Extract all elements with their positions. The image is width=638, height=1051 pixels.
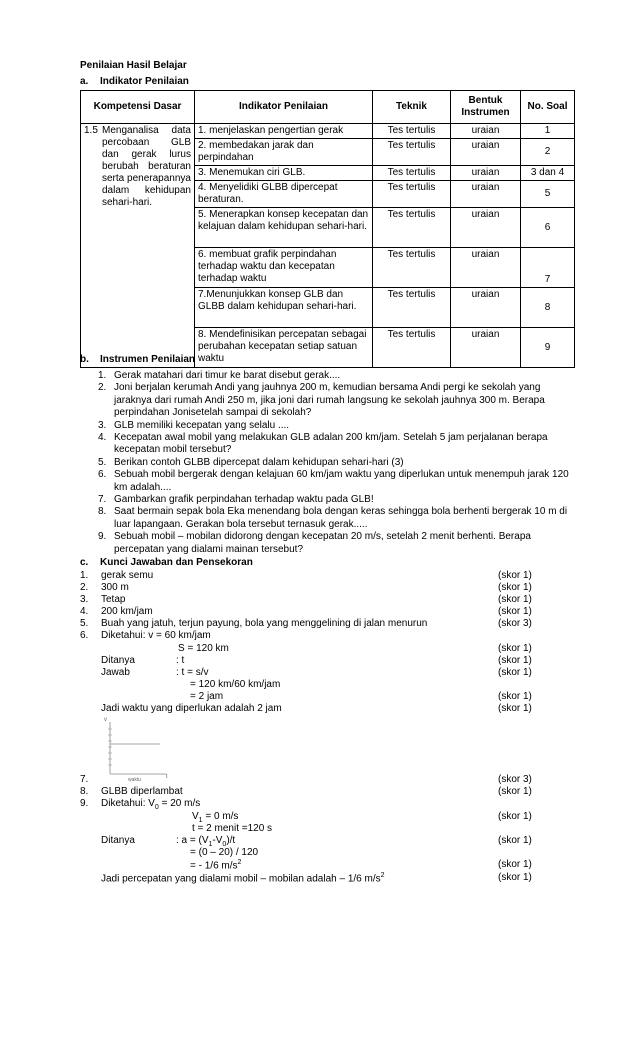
item-text: Berikan contoh GLBB dipercepat dalam kehidupan sehari-hari (3) (114, 456, 404, 468)
score: (skor 1) (498, 786, 532, 797)
answer-text: $V_1 = 0$ m/s (192, 811, 239, 824)
score: (skor 1) (498, 835, 532, 846)
score: (skor 1) (498, 872, 532, 883)
no-soal-cell: 8 (521, 288, 575, 328)
section-a-title: Indikator Penilaian (100, 76, 189, 87)
answer-number: 1. (80, 570, 89, 581)
no-soal-cell: 6 (521, 208, 575, 248)
header-no-soal: No. Soal (521, 91, 575, 124)
section-a-letter: a. (80, 76, 89, 87)
table-header-row (81, 91, 575, 124)
item-number: 7. (98, 494, 107, 506)
answer-number: 9. (80, 798, 89, 809)
indicator-table (80, 90, 575, 368)
section-c-letter: c. (80, 557, 89, 568)
no-soal-cell: 7 (521, 248, 575, 288)
list-item (92, 370, 572, 382)
answer-number: 2. (80, 582, 89, 593)
item-number: 9. (98, 531, 107, 543)
answer-text: gerak semu (101, 570, 154, 581)
bentuk-cell: uraian (451, 288, 521, 328)
score: (skor 1) (498, 570, 532, 581)
indicator-cell: 3. Menemukan ciri GLB. (195, 166, 373, 181)
score: (skor 1) (498, 643, 532, 654)
answer-label: Ditanya (101, 835, 135, 846)
teknik-cell: Tes tertulis (373, 124, 451, 139)
indicator-cell: 5. Menerapkan konsep kecepatan dan kelajuan dalam kehidupan sehari-hari. (195, 208, 373, 248)
answer-label: Jawab (101, 667, 130, 678)
score: (skor 1) (498, 691, 532, 702)
section-b-title: Instrumen Penilaian (100, 354, 196, 365)
answer-text: Diketahui: $V_0 = 20$ m/s (101, 798, 201, 811)
no-soal-cell: 3 dan 4 (521, 166, 575, 181)
indicator-cell: 2. membedakan jarak dan perpindahan (195, 139, 373, 166)
item-number: 5. (98, 456, 107, 468)
bentuk-cell: uraian (451, 328, 521, 368)
kd-number: 1.5 (84, 125, 98, 136)
item-number: 8. (98, 506, 107, 518)
score: (skor 3) (498, 774, 532, 785)
table-row (81, 124, 575, 139)
teknik-cell: Tes tertulis (373, 139, 451, 166)
no-soal-cell: 1 (521, 124, 575, 139)
indicator-cell: 1. menjelaskan pengertian gerak (195, 124, 373, 139)
answer-text: : t (176, 655, 185, 666)
page-title: Penilaian Hasil Belajar (80, 60, 187, 71)
header-teknik: Teknik (373, 91, 451, 124)
no-soal-cell: 2 (521, 139, 575, 166)
answer-number: 7. (80, 774, 89, 785)
graph-x-label: t (166, 774, 168, 780)
item-text: Kecepatan awal mobil yang melakukan GLB adalan 200 km/jam. Setelah 5 jam perjalanan berapa kecepatan mobil tersebut? (114, 432, 548, 456)
instrument-list (92, 370, 572, 556)
answer-text: = 2 jam (190, 691, 224, 702)
answer-text: Jadi percepatan yang dialami mobil – mobilan adalah – 1/6 $m/s^2$ (101, 872, 385, 885)
item-number: 3. (98, 419, 107, 431)
score: (skor 1) (498, 667, 532, 678)
section-c-title: Kunci Jawaban dan Pensekoran (100, 557, 253, 568)
item-text: Sebuah mobil bergerak dengan kelajuan 60 km/jam waktu yang diperlukan untuk menempuh jarak 120 km adalah.... (114, 469, 569, 493)
answer-number: 8. (80, 786, 89, 797)
answer-number: 4. (80, 606, 89, 617)
list-item (92, 469, 572, 494)
teknik-cell: Tes tertulis (373, 288, 451, 328)
answer-number: 3. (80, 594, 89, 605)
indicator-cell: 6. membuat grafik perpindahan terhadap waktu dan kecepatan terhadap waktu (195, 248, 373, 288)
header-bentuk: Bentuk Instrumen (451, 91, 521, 124)
answer-label: Ditanya (101, 655, 135, 666)
list-item (92, 432, 572, 457)
graph-waktu-label: waktu (128, 777, 142, 782)
answer-text: Diketahui: v = 60 km/jam (101, 630, 211, 641)
score: (skor 1) (498, 811, 532, 822)
bentuk-cell: uraian (451, 139, 521, 166)
teknik-cell: Tes tertulis (373, 166, 451, 181)
answer-text: t = 2 menit =120 s (192, 823, 273, 834)
item-number: 6. (98, 469, 107, 481)
item-text: Gerak matahari dari timur ke barat disebut gerak.... (114, 370, 341, 381)
item-number: 2. (98, 382, 107, 394)
score: (skor 1) (498, 703, 532, 714)
answer-text: GLBB diperlambat (101, 786, 183, 797)
indicator-cell: 4. Menyelidiki GLBB dipercepat beraturan. (195, 181, 373, 208)
header-indikator: Indikator Penilaian (195, 91, 373, 124)
answer-number: 5. (80, 618, 89, 629)
teknik-cell: Tes tertulis (373, 248, 451, 288)
answer-text: 200 km/jam (101, 606, 153, 617)
score: (skor 1) (498, 606, 532, 617)
teknik-cell: Tes tertulis (373, 328, 451, 368)
answer-text: = - 1/6 $m/s^2$ (190, 859, 242, 872)
answer-text: = 120 km/60 km/jam (190, 679, 281, 690)
score: (skor 3) (498, 618, 532, 629)
bentuk-cell: uraian (451, 208, 521, 248)
list-item (92, 382, 572, 419)
answer-text: : t = s/v (176, 667, 209, 678)
answer-text: S = 120 km (178, 643, 229, 654)
item-text: Saat bermain sepak bola Eka menendang bola dengan keras sehingga bola berhenti bergerak 10 m di luar lapangaan. Gerakan bola tersebut ternasuk gerak..... (114, 506, 568, 530)
item-text: Joni berjalan kerumah Andi yang jauhnya 200 m, kemudian bersama Andi pergi ke sekolah yang jaraknya dari rumah Andi 250 m, jika joni dari rumah langsung ke sekolah jauhnya 300 m. Berapa perpindahan Jonisetelah sampai di sekolah? (114, 382, 545, 419)
list-item (92, 531, 572, 556)
item-number: 4. (98, 432, 107, 444)
answer-text: = (0 – 20) / 120 (190, 847, 259, 858)
score: (skor 1) (498, 582, 532, 593)
glb-graph (100, 714, 175, 782)
item-text: Sebuah mobil – mobilan didorong dengan kecepatan 20 m/s, setelah 2 menit berhenti. Berapa percepatan yang dialami mainan tersebut? (114, 531, 531, 555)
answer-text: 300 m (101, 582, 129, 593)
list-item (92, 420, 572, 432)
no-soal-cell: 5 (521, 181, 575, 208)
header-kompetensi: Kompetensi Dasar (81, 91, 195, 124)
kd-text: Menganalisa data percobaan GLB dan gerak lurus berubah beraturan serta penerapannya dalam kehidupan sehari-hari. (102, 125, 191, 208)
bentuk-cell: uraian (451, 124, 521, 139)
graph-y-label: v (104, 717, 107, 723)
list-item (92, 506, 572, 531)
answer-text: Buah yang jatuh, terjun payung, bola yang menggelining di jalan menurun (101, 618, 428, 629)
answer-number: 6. (80, 630, 89, 641)
item-number: 1. (98, 370, 107, 381)
score: (skor 1) (498, 594, 532, 605)
teknik-cell: Tes tertulis (373, 181, 451, 208)
indicator-cell: 7.Menunjukkan konsep GLB dan GLBB dalam kehidupan sehari-hari. (195, 288, 373, 328)
bentuk-cell: uraian (451, 166, 521, 181)
answer-text: Tetap (101, 594, 126, 605)
score: (skor 1) (498, 655, 532, 666)
section-b-letter: b. (80, 354, 89, 365)
indicator-cell: 8. Mendefinisikan percepatan sebagai perubahan kecepatan setiap satuan waktu (195, 328, 373, 368)
list-item (92, 494, 572, 506)
answer-text: Jadi waktu yang diperlukan adalah 2 jam (101, 703, 282, 714)
item-text: Gambarkan grafik perpindahan terhadap waktu pada GLB! (114, 494, 374, 506)
item-text: GLB memiliki kecepatan yang selalu .... (114, 419, 290, 431)
kd-cell (81, 124, 195, 368)
teknik-cell: Tes tertulis (373, 208, 451, 248)
bentuk-cell: uraian (451, 248, 521, 288)
bentuk-cell: uraian (451, 181, 521, 208)
score: (skor 1) (498, 859, 532, 870)
answer-text: : $a = (V_1-V_0)/t$ (176, 835, 236, 848)
no-soal-cell: 9 (521, 328, 575, 368)
list-item (92, 457, 572, 469)
